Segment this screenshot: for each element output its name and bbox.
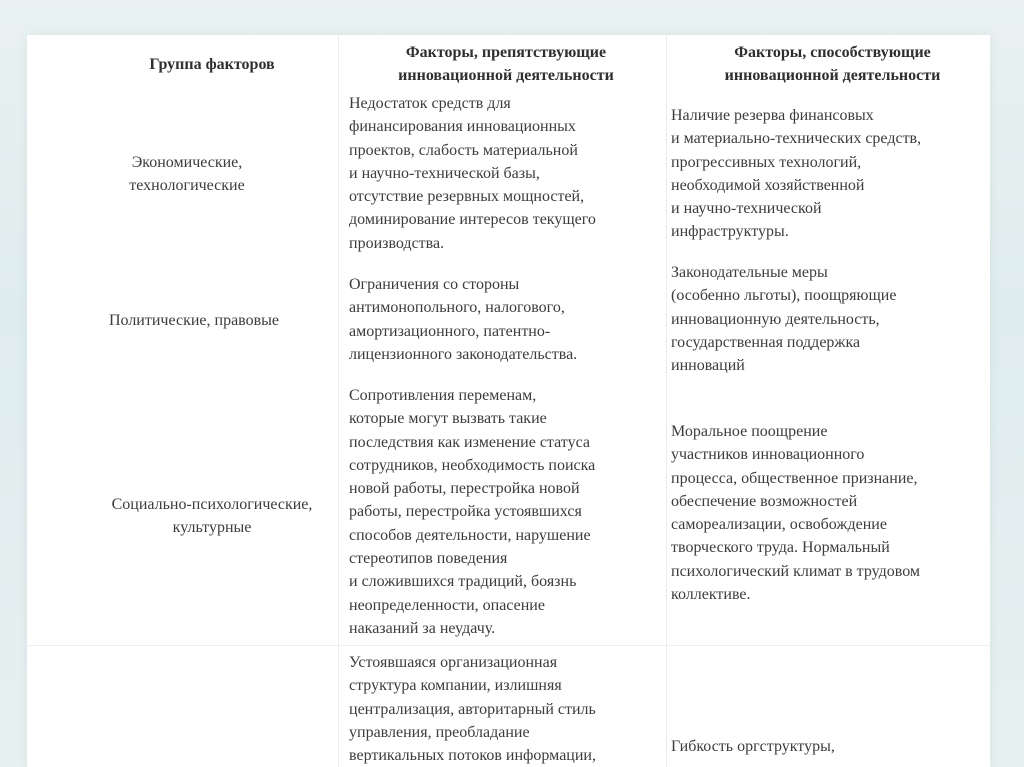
header-group-factors: Группа факторов: [149, 56, 275, 73]
slide: [27, 35, 990, 767]
row-hindering-political: Ограничения со стороны антимонопольного, налогового, амортизационного, патентно- лицензионного законодательства.: [349, 276, 578, 363]
header-hindering-factors: Факторы, препятствующие инновационной деятельности: [398, 44, 614, 84]
row-group-economic: Экономические, технологические: [129, 154, 245, 194]
row-group-social: Социально-психологические, культурные: [111, 496, 313, 536]
row-divider: [27, 645, 990, 646]
row-promoting-social: Моральное поощрение участников инновационного процесса, общественное признание, обеспечение возможностей самореализации, освобождение творческого труда. Нормальный психологический климат в трудовом коллективе.: [671, 423, 921, 604]
header-promoting-factors: Факторы, способствующие инновационной деятельности: [724, 44, 941, 84]
row-hindering-economic: Недостаток средств для финансирования инновационных проектов, слабость материальной и научно-технической базы, отсутствие резервных мощностей, доминирование интересов текущего производства.: [349, 95, 596, 252]
row-promoting-economic: Наличие резерва финансовых и материально-технических средств, прогрессивных технологий, необходимой хозяйственной и научно-технической инфраструктуры.: [671, 107, 922, 241]
row-group-political: Политические, правовые: [108, 312, 280, 329]
row-hindering-social: Сопротивления переменам, которые могут вызвать такие последствия как изменение статуса сотрудников, необходимость поиска новой работы, перестройка новой работы, перестройка устоявшихся способов деятельности, нарушение стереотипов поведения и сложившихся традиций, боязнь неопределенности, опасение наказаний за неудачу.: [349, 387, 596, 637]
row-hindering-organizational: Устоявшаяся организационная структура компании, излишняя централизация, авторитарный стиль управления, преобладание вертикальных потоков информации,: [349, 654, 596, 765]
row-promoting-political: Законодательные меры (особенно льготы), поощряющие инновационную деятельность, государственная поддержка инноваций: [671, 264, 897, 375]
column-divider: [338, 35, 339, 767]
row-promoting-organizational: Гибкость оргструктуры,: [671, 738, 835, 755]
